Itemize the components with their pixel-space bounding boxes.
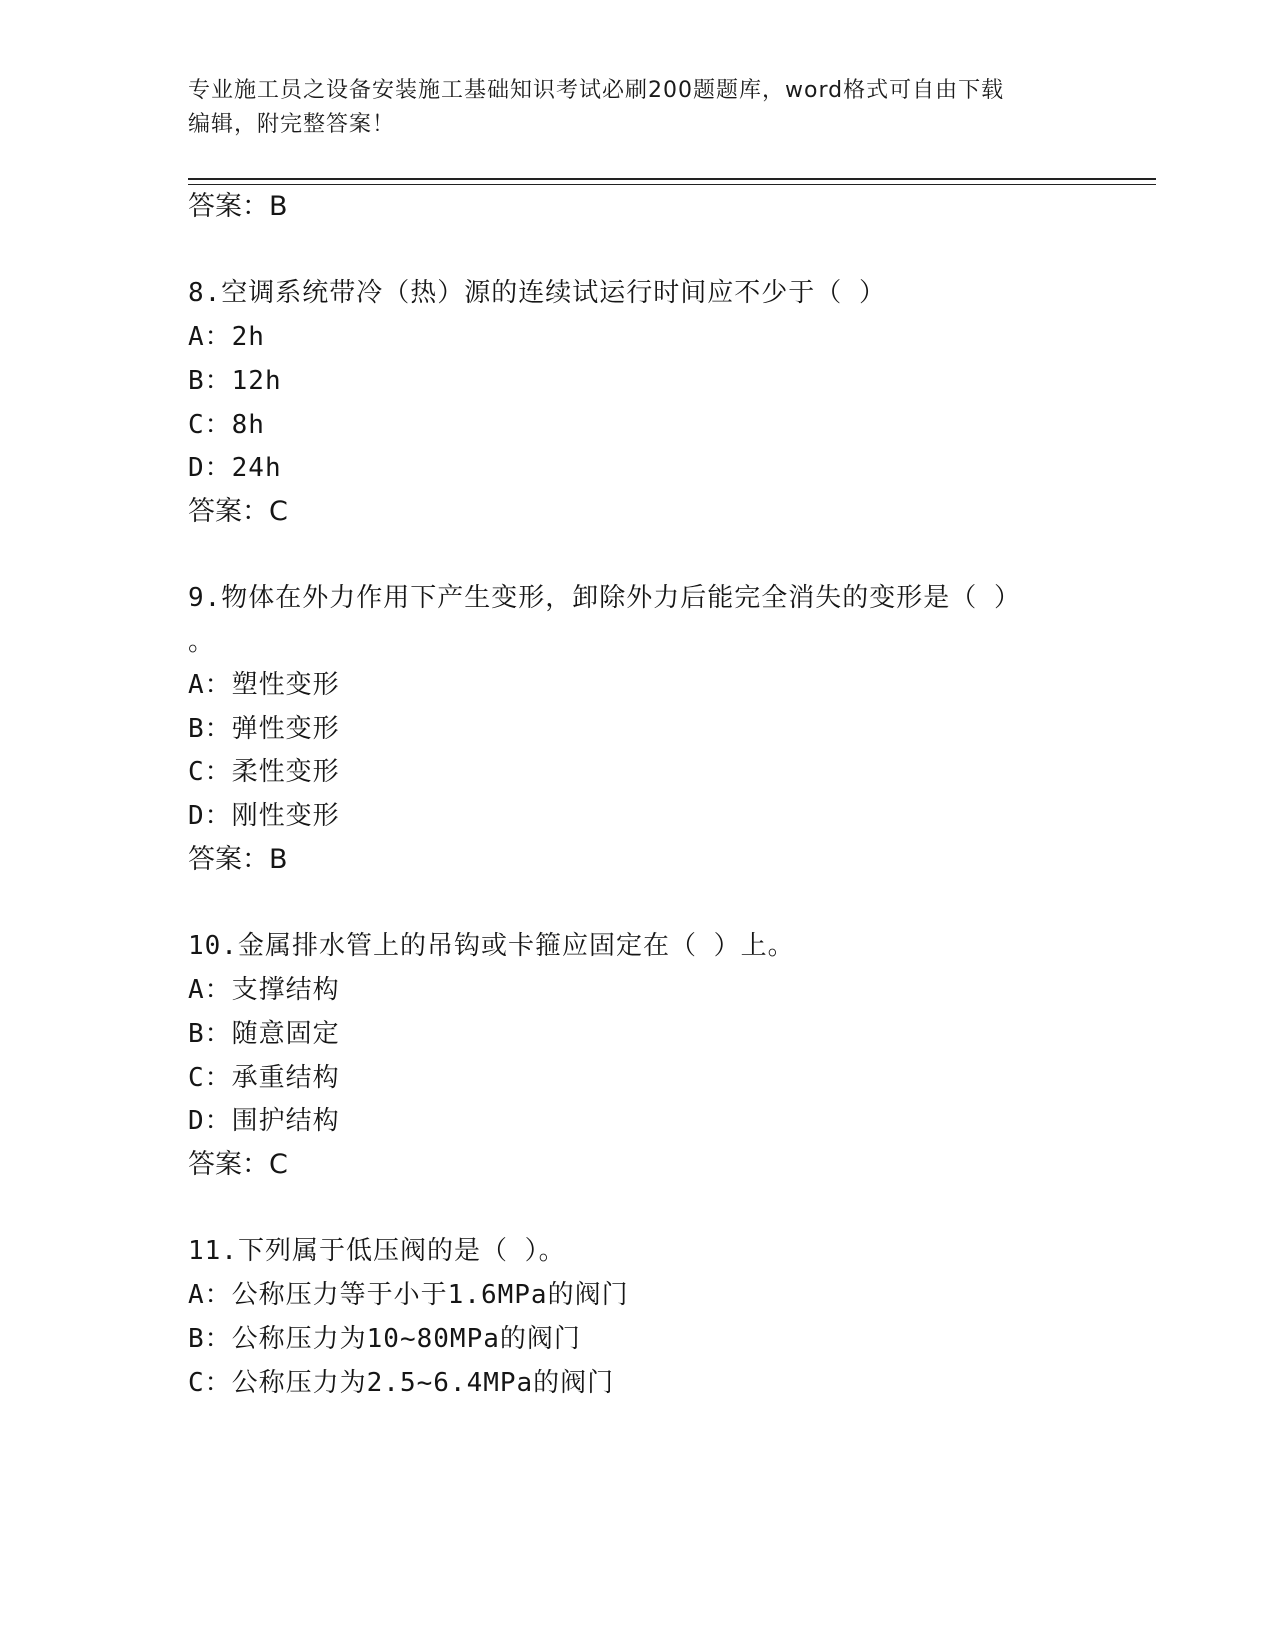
question-8-option-d: D：24h	[188, 453, 282, 483]
question-8-option-c: C：8h	[188, 410, 265, 440]
question-9-answer: 答案：B	[188, 844, 288, 875]
question-10-option-d: D：围护结构	[188, 1106, 340, 1136]
header-rule-thick	[188, 178, 1156, 180]
answer-prev: 答案：B	[188, 191, 288, 222]
question-10-option-b: B：随意固定	[188, 1019, 340, 1049]
question-8-stem: 8.空调系统带冷（热）源的连续试运行时间应不少于（ ）	[188, 278, 886, 308]
question-9-option-d: D：刚性变形	[188, 801, 340, 831]
question-8-answer: 答案：C	[188, 496, 288, 527]
question-9-option-c: C：柔性变形	[188, 757, 340, 787]
question-9-option-a: A：塑性变形	[188, 670, 340, 700]
question-10-stem: 10.金属排水管上的吊钩或卡箍应固定在（ ）上。	[188, 931, 795, 961]
header-rule-thin	[188, 184, 1156, 185]
question-11-option-c: C：公称压力为2.5~6.4MPa的阀门	[188, 1368, 615, 1398]
question-9-stem-cont: 。	[188, 627, 216, 657]
question-9-option-b: B：弹性变形	[188, 714, 340, 744]
question-11-option-b: B：公称压力为10~80MPa的阀门	[188, 1324, 581, 1354]
document-header	[188, 74, 1088, 142]
question-11-stem: 11.下列属于低压阀的是（ ）。	[188, 1236, 566, 1266]
header-line-2: 编辑，附完整答案！	[188, 112, 396, 137]
question-9-stem: 9.物体在外力作用下产生变形，卸除外力后能完全消失的变形是（ ）	[188, 583, 1021, 613]
question-10-option-a: A：支撑结构	[188, 975, 340, 1005]
question-8-option-b: B：12h	[188, 366, 282, 396]
question-11-option-a: A：公称压力等于小于1.6MPa的阀门	[188, 1280, 629, 1310]
question-10-answer: 答案：C	[188, 1149, 288, 1180]
question-10-option-c: C：承重结构	[188, 1063, 340, 1093]
question-8-option-a: A：2h	[188, 322, 265, 352]
header-line-1: 专业施工员之设备安装施工基础知识考试必刷200题题库，word格式可自由下载	[188, 78, 1005, 103]
